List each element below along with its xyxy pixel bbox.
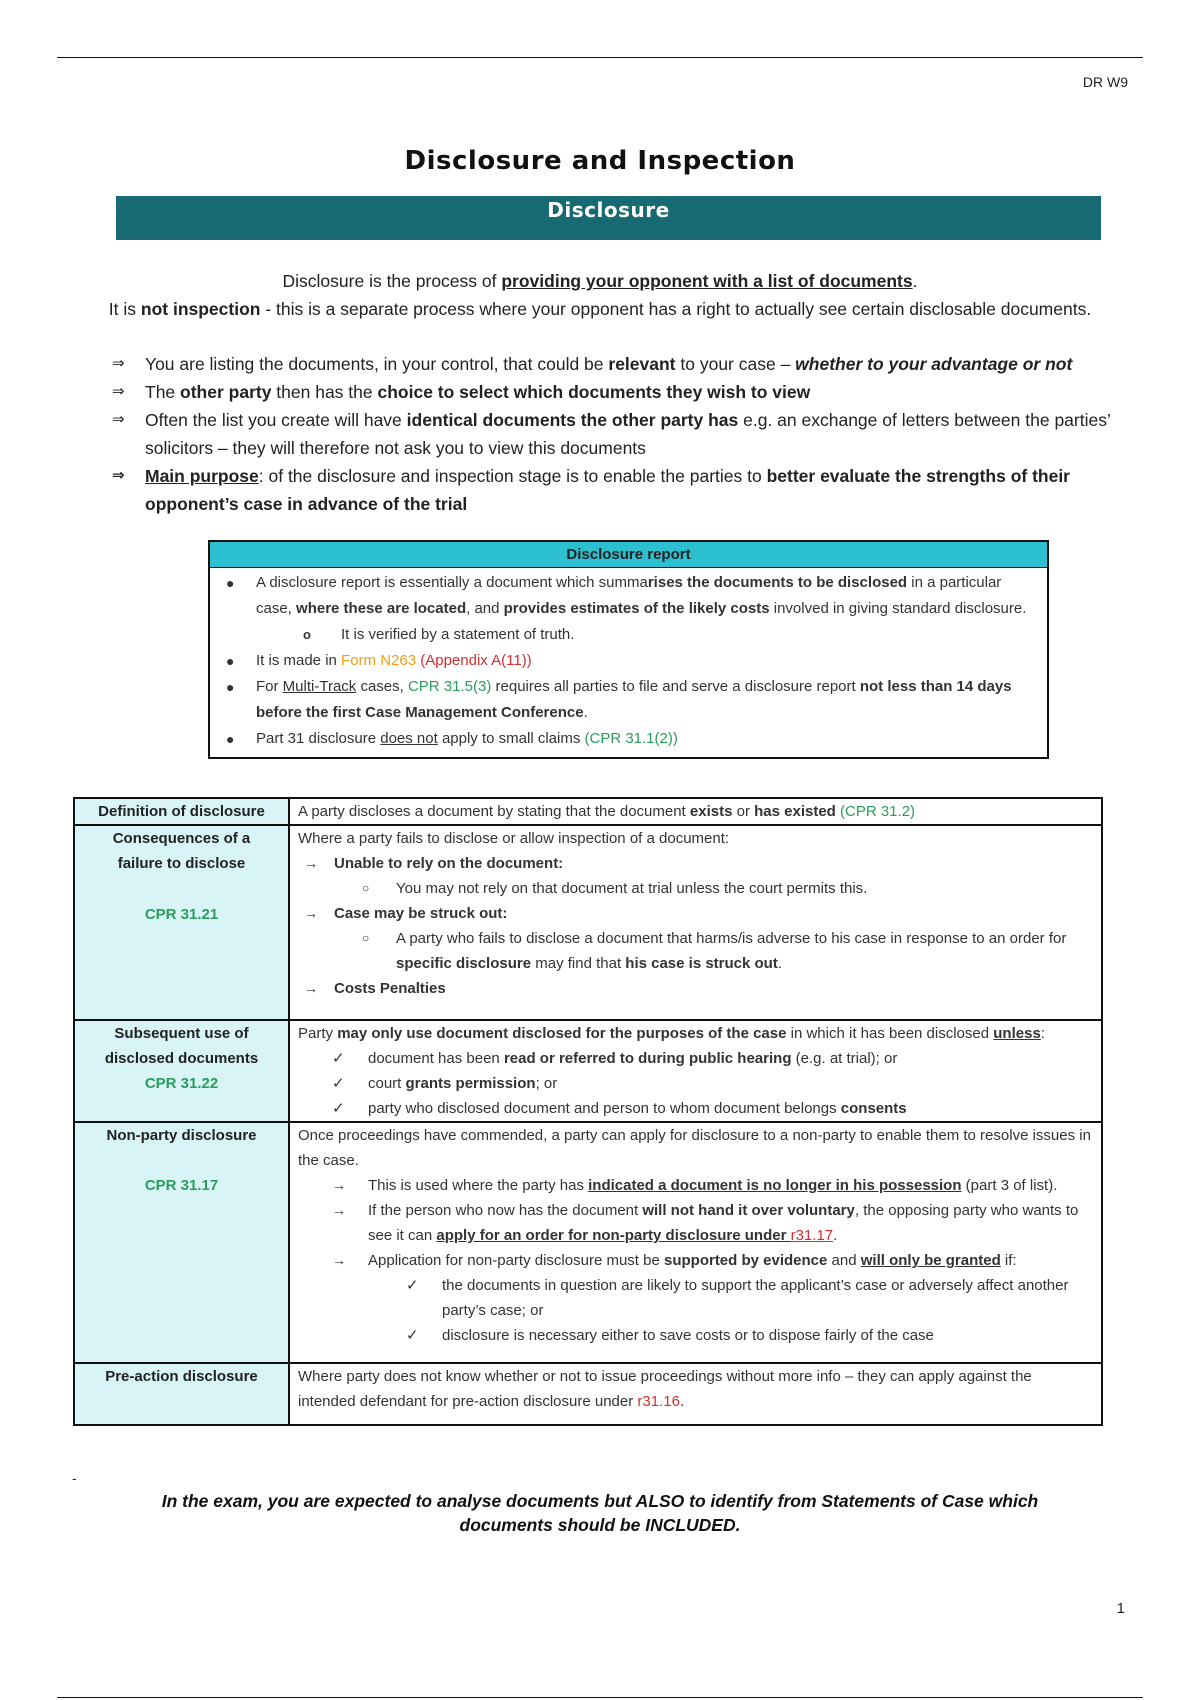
report-sub-bullet: o It is verified by a statement of truth.: [220, 622, 1037, 648]
arrow-icon: →: [304, 980, 318, 996]
exam-note: In the exam, you are expected to analyse documents but ALSO to identify from Statements of Case which documents should be INCLUDED.: [161, 1491, 1039, 1535]
table-row: [74, 825, 1102, 1020]
intro-line-2: It is not inspection - this is a separate process where your opponent has a right to actually see certain disclosable documents.: [108, 299, 1092, 319]
disclosure-table: [73, 797, 1103, 1426]
report-bullet: ● For Multi-Track cases, CPR 31.5(3) requires all parties to file and serve a disclosure report not less than 14 days before the first Case Management Conference.: [220, 674, 1037, 726]
row-label: Consequences of a failure to disclose CPR 31.21: [74, 825, 289, 1020]
circle-bullet-icon: o: [303, 627, 311, 642]
intro-line-1: Disclosure is the process of providing your opponent with a list of documents.: [282, 271, 918, 291]
bullet-icon: ●: [226, 731, 235, 747]
row-label: Pre-action disclosure: [74, 1363, 289, 1425]
double-arrow-icon: ⇒: [112, 467, 125, 484]
double-arrow-icon: ⇒: [112, 383, 125, 400]
row-citation: CPR 31.22: [144, 1075, 219, 1092]
check-icon: ✓: [406, 1327, 419, 1344]
disclosure-report-box: [208, 540, 1049, 759]
arrow-icon: →: [332, 1177, 346, 1193]
report-bullet: ● Part 31 disclosure does not apply to small claims (CPR 31.1(2)): [220, 726, 1037, 752]
double-arrow-icon: ⇒: [112, 355, 125, 372]
row-label: Definition of disclosure: [74, 798, 289, 825]
circle-bullet-icon: ○: [362, 881, 370, 895]
bullet-icon: ●: [226, 575, 235, 591]
arrow-icon: →: [304, 855, 318, 871]
row-content: A party discloses a document by stating that the document exists or has existed (CPR 31.2): [289, 798, 1102, 825]
row-content: Where party does not know whether or not to issue proceedings without more info – they can apply against the intended defendant for pre-action disclosure under r31.16.: [289, 1363, 1102, 1425]
key-point: ⇒ You are listing the documents, in your control, that could be relevant to your case – whether to your advantage or not: [100, 350, 1130, 378]
stray-dash: -: [72, 1470, 77, 1486]
key-point: ⇒ The other party then has the choice to select which documents they wish to view: [100, 378, 1130, 406]
report-bullet: ● It is made in Form N263 (Appendix A(11)): [220, 648, 1037, 674]
key-points: [100, 350, 1130, 518]
header-code: DR W9: [1082, 74, 1128, 90]
report-bullet: ● A disclosure report is essentially a document which summarises the documents to be disclosed in a particular case, where these are located, and provides estimates of the likely costs involved in giving standard disclosure.: [220, 570, 1037, 622]
table-row: [74, 1363, 1102, 1425]
arrow-icon: →: [332, 1202, 346, 1218]
header-rule: [57, 57, 1143, 58]
double-arrow-icon: ⇒: [112, 411, 125, 428]
key-point: ⇒ Main purpose: of the disclosure and inspection stage is to enable the parties to better evaluate the strengths of their opponent’s case in advance of the trial: [100, 462, 1130, 518]
check-icon: ✓: [332, 1050, 345, 1067]
row-content: Where a party fails to disclose or allow inspection of a document: → Unable to rely on the document: ○ You may not rely on that document at trial unless the court permits this. → Case may be struck out: ○ A party who fails to disclose a document that harms/is adverse to his case in response to an order for specific disclosure may find that his case is struck out. → Costs Penalties: [289, 825, 1102, 1020]
section-banner: Disclosure: [116, 196, 1101, 240]
arrow-icon: →: [332, 1252, 346, 1268]
row-citation: CPR 31.17: [144, 1177, 219, 1194]
row-content: Party may only use document disclosed for the purposes of the case in which it has been disclosed unless: ✓ document has been read or referred to during public hearing (e.g. at trial); or ✓ court grants permission; or ✓ party who disclosed document and person to whom document belongs consents: [289, 1020, 1102, 1122]
disclosure-report-heading: Disclosure report: [210, 542, 1047, 568]
row-content: Once proceedings have commended, a party can apply for disclosure to a non-party to enable them to resolve issues in the case. → This is used where the party has indicated a document is no longer in his possession (part 3 of list). → If the person who now has the document will not hand it over voluntary, the opposing party who wants to see it can apply for an order for non-party disclosure under r31.17. → Application for non-party disclosure must be supported by evidence and will only be granted if: ✓ the documents in question are likely to support the applicant’s case or adversely affect another party’s case; or ✓ disclosure is necessary either to save costs or to dispose fairly of the case: [289, 1122, 1102, 1363]
row-label: Non-party disclosure CPR 31.17: [74, 1122, 289, 1363]
key-point: ⇒ Often the list you create will have identical documents the other party has e.g. an exchange of letters between the parties’ solicitors – they will therefore not ask you to view this documents: [100, 406, 1130, 462]
circle-bullet-icon: ○: [362, 931, 370, 945]
row-citation: CPR 31.21: [144, 906, 219, 923]
check-icon: ✓: [332, 1100, 345, 1117]
page-title: Disclosure and Inspection: [404, 146, 796, 176]
check-icon: ✓: [332, 1075, 345, 1092]
check-icon: ✓: [406, 1277, 419, 1294]
table-row: [74, 1122, 1102, 1363]
bullet-icon: ●: [226, 679, 235, 695]
footer-rule: [57, 1697, 1143, 1698]
bullet-icon: ●: [226, 653, 235, 669]
page-number: 1: [1116, 1600, 1125, 1617]
table-row: [74, 1020, 1102, 1122]
table-row: [74, 798, 1102, 825]
arrow-icon: →: [304, 905, 318, 921]
row-label: Subsequent use of disclosed documents CPR 31.22: [74, 1020, 289, 1122]
intro: [60, 267, 1140, 323]
